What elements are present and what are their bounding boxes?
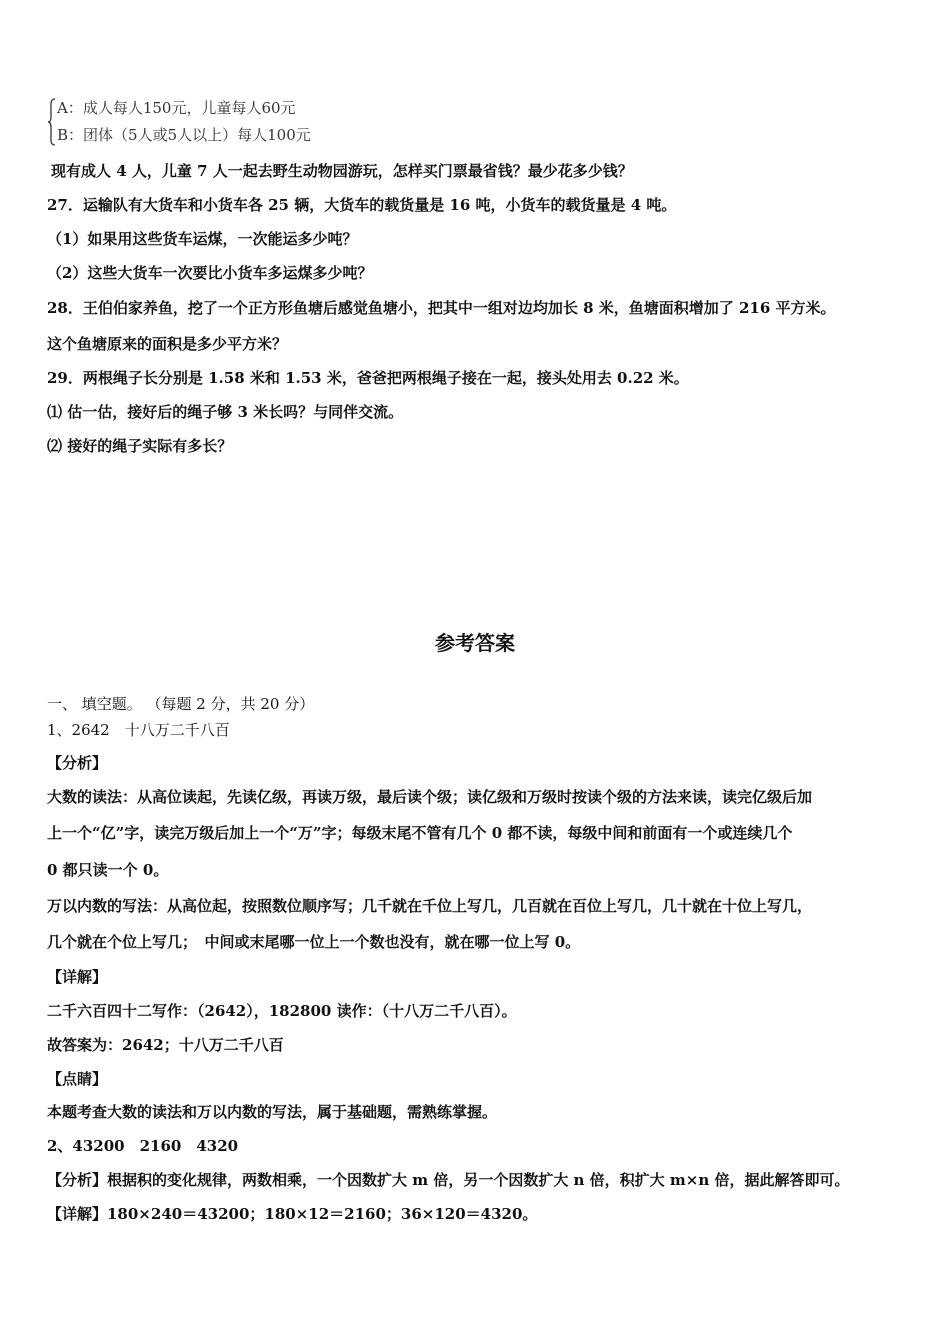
answer-2: 2、43200 2160 4320: [47, 1137, 239, 1155]
answer-2-detail: 【详解】180×240＝43200；180×12＝2160；36×120＝4320。: [47, 1205, 538, 1223]
comment-label: 【点睛】: [47, 1070, 108, 1088]
analysis-line-2: 上一个“亿”字，读完万级后加上一个“万”字；每级末尾不管有几个 0 都不读，每级中间和前面有一个或连续几个: [47, 824, 793, 842]
analysis-label: 【分析】: [47, 754, 108, 772]
analysis-line-3: 0 都只读一个 0。: [47, 861, 169, 879]
answer-2-analysis: 【分析】根据积的变化规律，两数相乘，一个因数扩大 m 倍，另一个因数扩大 n 倍，积扩大 m×n 倍，据此解答即可。: [47, 1171, 850, 1189]
analysis-line-5: 几个就在个位上写几； 中间或末尾哪一位上一个数也没有，就在哪一位上写 0。: [47, 933, 581, 951]
question-27-part-2: （2）这些大货车一次要比小货车多运煤多少吨？: [47, 264, 373, 282]
ticket-option-b: B：团体（5人或5人以上）每人100元: [57, 126, 311, 144]
ticket-option-a: A：成人每人150元，儿童每人60元: [57, 99, 296, 117]
question-28-line-2: 这个鱼塘原来的面积是多少平方米？: [47, 335, 288, 353]
question-29-part-1: ⑴ 估一估，接好后的绳子够 3 米长吗？与同伴交流。: [47, 403, 404, 421]
analysis-line-4: 万以内数的写法：从高位起，按照数位顺序写；几千就在千位上写几，几百就在百位上写几，几十就在十位上写几，: [47, 897, 813, 915]
question-28-line-1: 28．王伯伯家养鱼，挖了一个正方形鱼塘后感觉鱼塘小，把其中一组对边均加长 8 米，鱼塘面积增加了 216 平方米。: [47, 299, 836, 317]
detail-line-1: 二千六百四十二写作：（2642），182800 读作：（十八万二千八百）。: [47, 1002, 517, 1020]
question-29-part-2: ⑵ 接好的绳子实际有多长？: [47, 437, 233, 455]
answers-title: 参考答案: [435, 631, 515, 655]
detail-line-2: 故答案为：2642；十八万二千八百: [47, 1036, 284, 1054]
ticket-options: [47, 96, 347, 148]
section-heading: 一、 填空题。 （每题 2 分，共 20 分）: [47, 695, 315, 713]
question-27-part-1: （1）如果用这些货车运煤，一次能运多少吨？: [47, 230, 358, 248]
answer-1: 1、2642 十八万二千八百: [47, 721, 230, 739]
comment-line-1: 本题考查大数的读法和万以内数的写法，属于基础题，需熟练掌握。: [47, 1103, 498, 1121]
detail-label: 【详解】: [47, 968, 108, 986]
question-27: 27．运输队有大货车和小货车各 25 辆，大货车的载货量是 16 吨，小货车的载货量是 4 吨。: [47, 196, 677, 214]
analysis-line-1: 大数的读法：从高位读起，先读亿级，再读万级，最后读个级；读亿级和万级时按读个级的方法来读，读完亿级后加: [47, 788, 813, 806]
left-brace-icon: [47, 96, 57, 148]
question-26: 现有成人 4 人，儿童 7 人一起去野生动物园游玩，怎样买门票最省钱？最少花多少钱？: [51, 162, 633, 180]
question-29: 29．两根绳子长分别是 1.58 米和 1.53 米，爸爸把两根绳子接在一起，接头处用去 0.22 米。: [47, 369, 689, 387]
